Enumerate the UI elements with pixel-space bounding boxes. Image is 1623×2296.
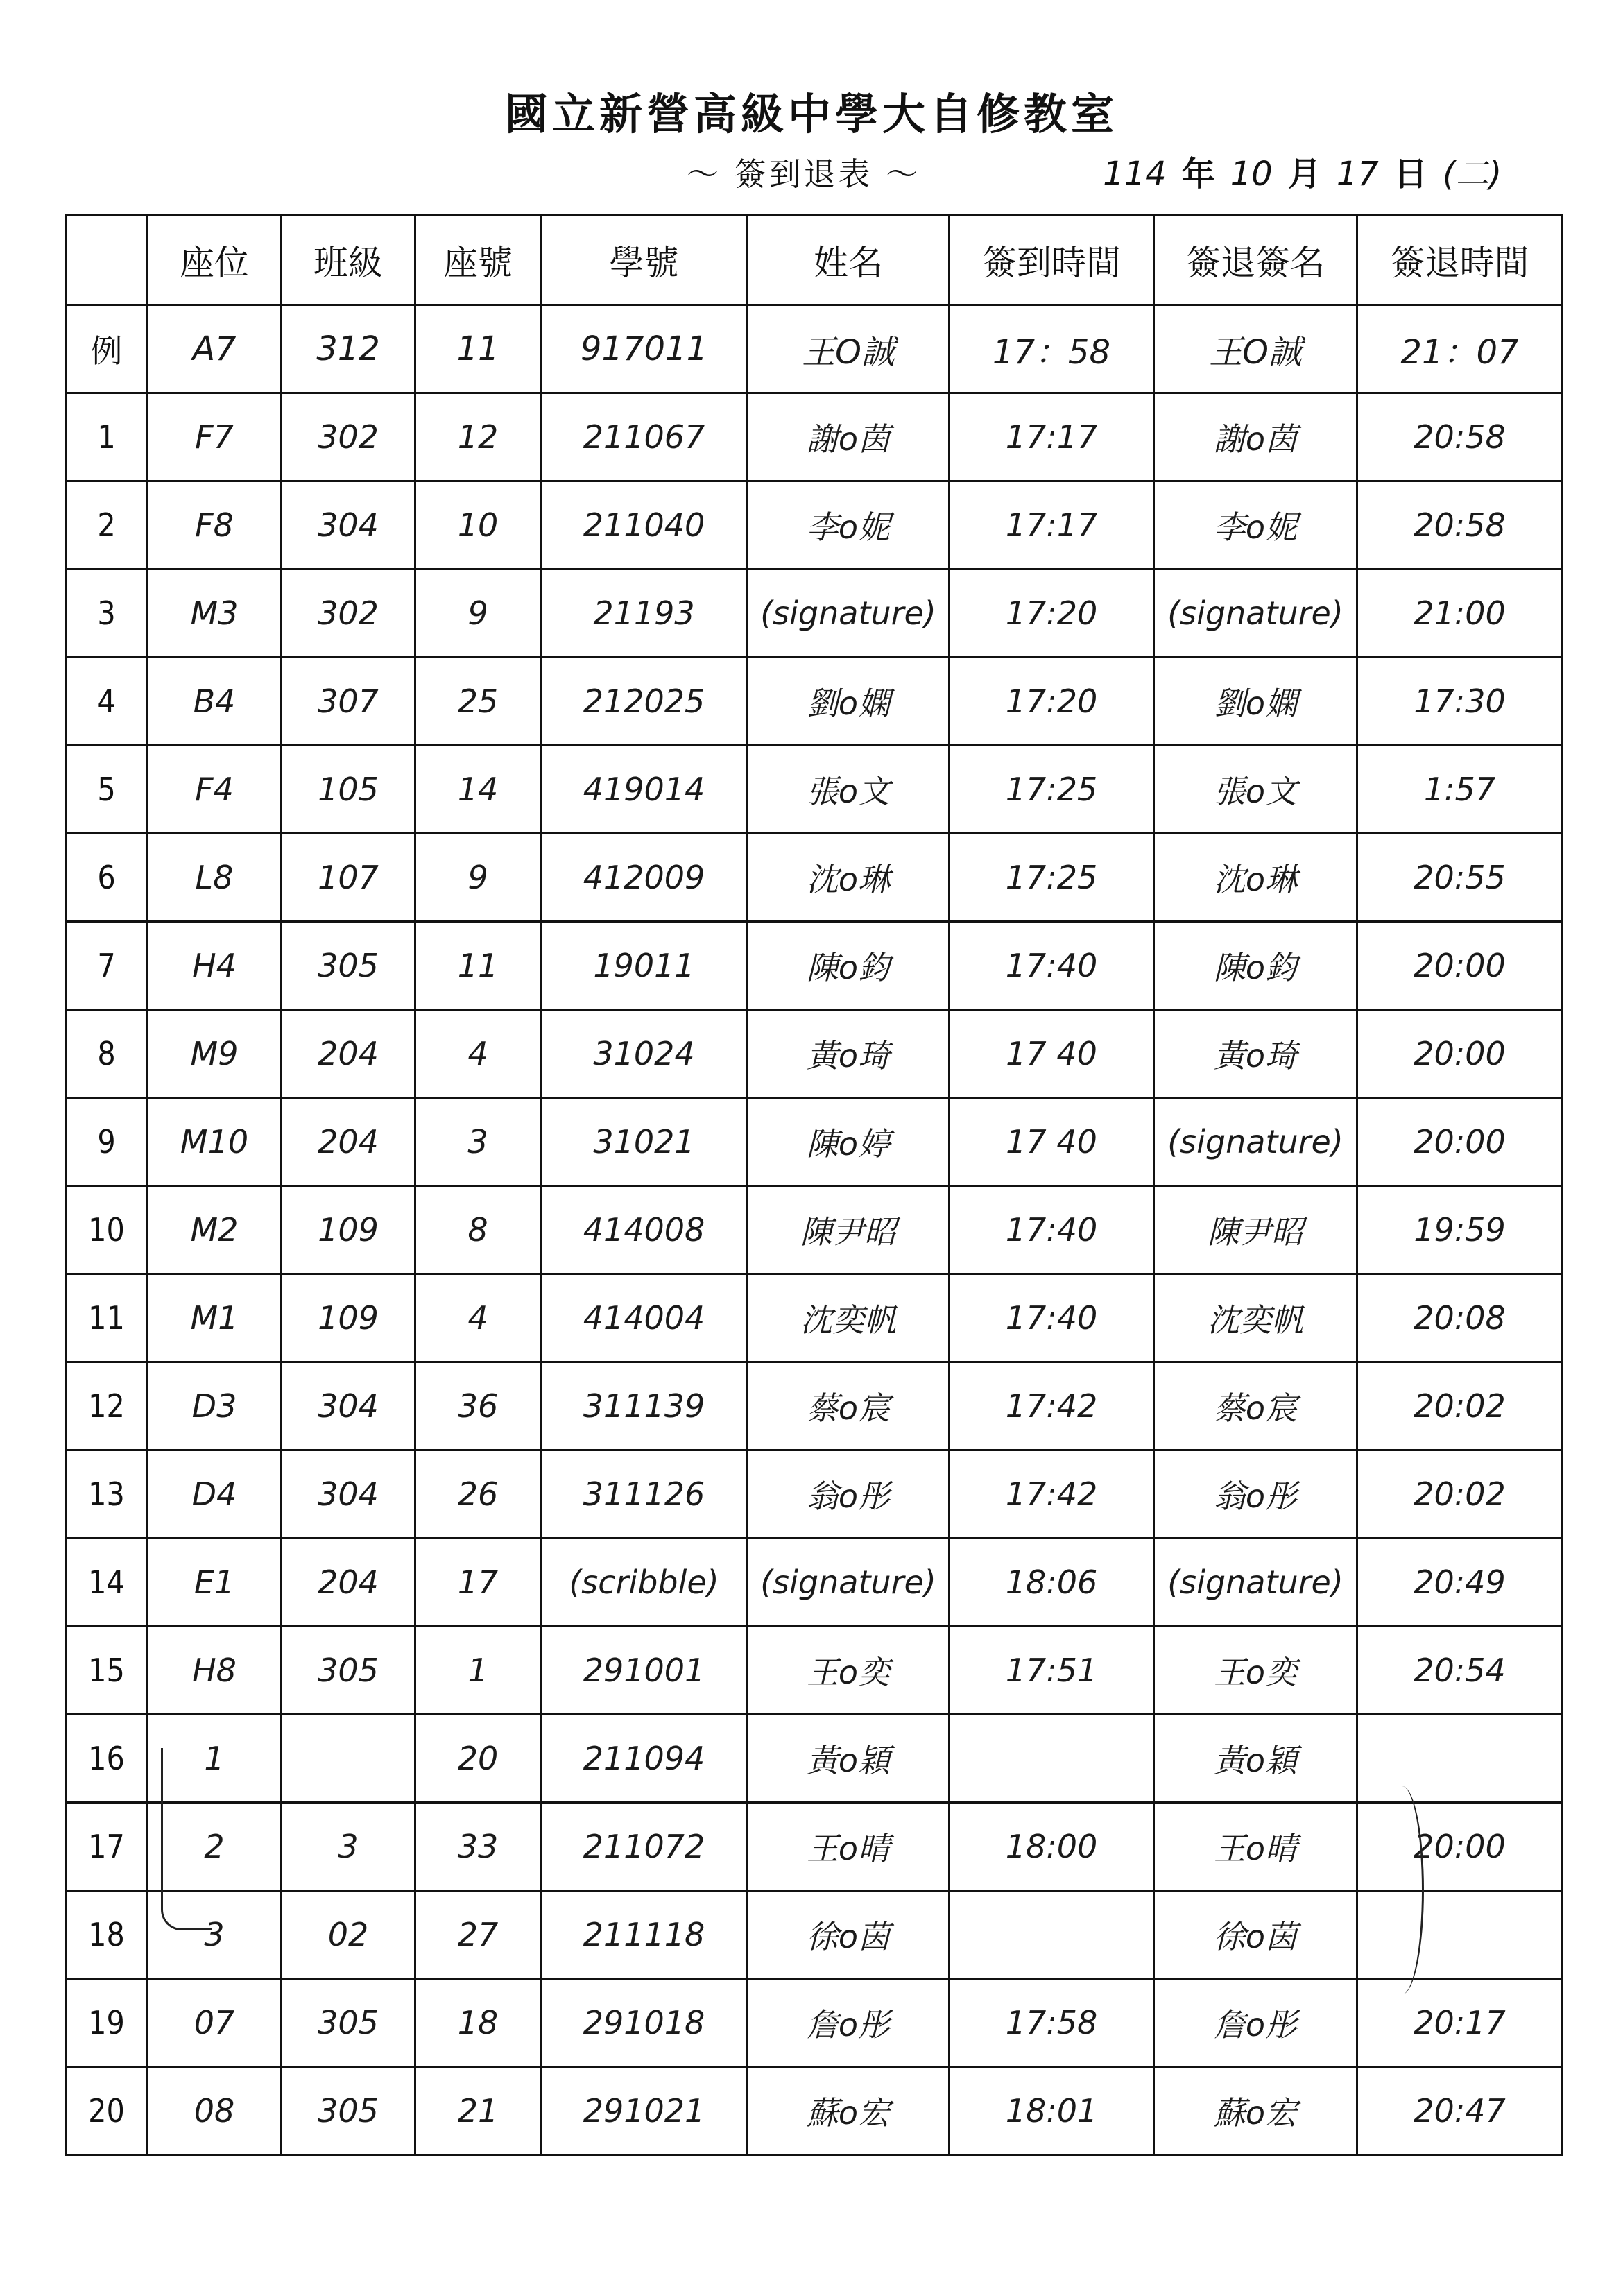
seat-number-cell: 11	[415, 922, 541, 1010]
row-index: 6	[66, 834, 148, 922]
name-cell: 沈奕帆	[748, 1274, 950, 1362]
seat-number-cell: 9	[415, 569, 541, 658]
checkin-time-cell: 17:40	[950, 922, 1154, 1010]
seat-number-cell: 11	[415, 305, 541, 393]
class-cell: 305	[282, 2067, 415, 2155]
checkout-time-cell: 20:02	[1357, 1450, 1563, 1539]
seat-cell: D3	[148, 1362, 282, 1450]
name-cell: 黃o穎	[748, 1715, 950, 1803]
checkin-time-cell: 17:40	[950, 1274, 1154, 1362]
row-index: 15	[66, 1627, 148, 1715]
checkout-time-cell: 20:47	[1357, 2067, 1563, 2155]
class-cell: 304	[282, 1362, 415, 1450]
date-day-label: 日	[1393, 155, 1427, 194]
name-cell: 王O誠	[748, 305, 950, 393]
student-id-cell: 211072	[541, 1803, 748, 1891]
table-row	[66, 1274, 1563, 1362]
class-cell: 204	[282, 1098, 415, 1186]
checkout-time-cell: 20:08	[1357, 1274, 1563, 1362]
class-cell: 02	[282, 1891, 415, 1979]
student-id-cell: 414008	[541, 1186, 748, 1274]
checkout-time-cell: 17:30	[1357, 658, 1563, 746]
checkout-signature-cell: (signature)	[1154, 1098, 1357, 1186]
header-name: 姓名	[748, 215, 950, 305]
seat-number-cell: 25	[415, 658, 541, 746]
checkout-signature-cell: 黃o穎	[1154, 1715, 1357, 1803]
checkout-time-cell: 21：07	[1357, 305, 1563, 393]
seat-number-cell: 36	[415, 1362, 541, 1450]
seat-cell: H4	[148, 922, 282, 1010]
table-row	[66, 1186, 1563, 1274]
student-id-cell: 31021	[541, 1098, 748, 1186]
class-cell: 304	[282, 481, 415, 569]
checkin-time-cell	[950, 1891, 1154, 1979]
checkin-time-cell: 17 40	[950, 1010, 1154, 1098]
class-cell: 109	[282, 1186, 415, 1274]
checkout-signature-cell: 張o文	[1154, 746, 1357, 834]
seat-cell: M2	[148, 1186, 282, 1274]
seat-number-cell: 27	[415, 1891, 541, 1979]
seat-number-cell: 26	[415, 1450, 541, 1539]
checkin-time-cell: 17 40	[950, 1098, 1154, 1186]
seat-cell: M1	[148, 1274, 282, 1362]
row-index: 16	[66, 1715, 148, 1803]
checkout-time-cell: 20:54	[1357, 1627, 1563, 1715]
checkin-time-cell: 17：58	[950, 305, 1154, 393]
class-cell: 204	[282, 1539, 415, 1627]
name-cell: 陳o鈞	[748, 922, 950, 1010]
row-index: 17	[66, 1803, 148, 1891]
checkout-time-cell: 19:59	[1357, 1186, 1563, 1274]
row-index: 20	[66, 2067, 148, 2155]
seat-cell: 3	[148, 1891, 282, 1979]
seat-number-cell: 12	[415, 393, 541, 481]
checkout-signature-cell: 劉o嫻	[1154, 658, 1357, 746]
class-cell: 107	[282, 834, 415, 922]
name-cell: 詹o彤	[748, 1979, 950, 2067]
name-cell: (signature)	[748, 1539, 950, 1627]
checkin-time-cell: 17:25	[950, 834, 1154, 922]
seat-cell: D4	[148, 1450, 282, 1539]
checkout-signature-cell: 翁o彤	[1154, 1450, 1357, 1539]
checkout-signature-cell: 王o奕	[1154, 1627, 1357, 1715]
checkin-time-cell: 18:06	[950, 1539, 1154, 1627]
checkout-time-cell: 20:17	[1357, 1979, 1563, 2067]
seat-number-cell: 18	[415, 1979, 541, 2067]
name-cell: 張o文	[748, 746, 950, 834]
row-index: 14	[66, 1539, 148, 1627]
class-cell: 305	[282, 922, 415, 1010]
checkout-signature-cell: 蔡o宸	[1154, 1362, 1357, 1450]
class-cell: 302	[282, 569, 415, 658]
example-label: 例	[66, 305, 148, 393]
header-student-id: 學號	[541, 215, 748, 305]
table-row	[66, 746, 1563, 834]
student-id-cell: 211094	[541, 1715, 748, 1803]
student-id-cell: 311139	[541, 1362, 748, 1450]
row-index: 8	[66, 1010, 148, 1098]
date-month-label: 月	[1287, 155, 1321, 194]
seat-cell: M10	[148, 1098, 282, 1186]
seat-cell: 07	[148, 1979, 282, 2067]
name-cell: 李o妮	[748, 481, 950, 569]
checkout-time-cell: 20:55	[1357, 834, 1563, 922]
table-row	[66, 569, 1563, 658]
checkout-signature-cell: 王o晴	[1154, 1803, 1357, 1891]
class-cell: 302	[282, 393, 415, 481]
table-row	[66, 1098, 1563, 1186]
checkout-signature-cell: 李o妮	[1154, 481, 1357, 569]
checkin-time-cell: 17:20	[950, 658, 1154, 746]
checkout-signature-cell: 沈奕帆	[1154, 1274, 1357, 1362]
row-index: 2	[66, 481, 148, 569]
seat-number-cell: 4	[415, 1010, 541, 1098]
student-id-cell: 19011	[541, 922, 748, 1010]
seat-cell: 08	[148, 2067, 282, 2155]
student-id-cell: 211118	[541, 1891, 748, 1979]
seat-number-cell: 9	[415, 834, 541, 922]
checkin-time-cell: 17:58	[950, 1979, 1154, 2067]
table-row	[66, 922, 1563, 1010]
seat-number-cell: 20	[415, 1715, 541, 1803]
checkout-signature-cell: 詹o彤	[1154, 1979, 1357, 2067]
table-row	[66, 1627, 1563, 1715]
seat-number-cell: 10	[415, 481, 541, 569]
seat-number-cell: 1	[415, 1627, 541, 1715]
row-index: 13	[66, 1450, 148, 1539]
row-index: 3	[66, 569, 148, 658]
checkout-time-cell: 21:00	[1357, 569, 1563, 658]
student-id-cell: 212025	[541, 658, 748, 746]
row-index: 10	[66, 1186, 148, 1274]
table-row	[66, 481, 1563, 569]
row-index: 19	[66, 1979, 148, 2067]
name-cell: 蔡o宸	[748, 1362, 950, 1450]
table-row	[66, 834, 1563, 922]
row-index: 7	[66, 922, 148, 1010]
seat-cell: B4	[148, 658, 282, 746]
checkin-time-cell: 17:42	[950, 1450, 1154, 1539]
checkin-time-cell: 17:40	[950, 1186, 1154, 1274]
checkout-signature-cell: 沈o琳	[1154, 834, 1357, 922]
name-cell: 陳o婷	[748, 1098, 950, 1186]
seat-cell: L8	[148, 834, 282, 922]
checkout-time-cell: 20:00	[1357, 922, 1563, 1010]
student-id-cell: 291018	[541, 1979, 748, 2067]
student-id-cell: 291021	[541, 2067, 748, 2155]
checkout-signature-cell: 謝o茵	[1154, 393, 1357, 481]
checkout-time-cell: 20:58	[1357, 393, 1563, 481]
checkout-time-cell: 20:00	[1357, 1010, 1563, 1098]
student-id-cell: 21193	[541, 569, 748, 658]
checkin-time-cell: 17:17	[950, 481, 1154, 569]
example-row	[66, 305, 1563, 393]
student-id-cell: 917011	[541, 305, 748, 393]
name-cell: 王o晴	[748, 1803, 950, 1891]
checkin-time-cell: 18:01	[950, 2067, 1154, 2155]
class-cell: 3	[282, 1803, 415, 1891]
table-header-row	[66, 215, 1563, 305]
student-id-cell: 31024	[541, 1010, 748, 1098]
seat-cell: E1	[148, 1539, 282, 1627]
checkin-time-cell: 17:17	[950, 393, 1154, 481]
seat-cell: F4	[148, 746, 282, 834]
checkout-signature-cell: 徐o茵	[1154, 1891, 1357, 1979]
checkin-time-cell: 18:00	[950, 1803, 1154, 1891]
student-id-cell: 291001	[541, 1627, 748, 1715]
student-id-cell: 211067	[541, 393, 748, 481]
seat-number-cell: 14	[415, 746, 541, 834]
header-class: 班級	[282, 215, 415, 305]
seat-cell: M3	[148, 569, 282, 658]
checkout-signature-cell: (signature)	[1154, 1539, 1357, 1627]
table-row	[66, 1010, 1563, 1098]
date-line	[1103, 147, 1502, 195]
seat-cell: H8	[148, 1627, 282, 1715]
date-day: 17	[1336, 155, 1379, 194]
seat-cell: A7	[148, 305, 282, 393]
row-index: 12	[66, 1362, 148, 1450]
table-row	[66, 1362, 1563, 1450]
header-seat: 座位	[148, 215, 282, 305]
class-cell: 305	[282, 1627, 415, 1715]
row-index: 1	[66, 393, 148, 481]
date-year: 114	[1103, 155, 1167, 194]
sign-in-out-table	[65, 214, 1563, 2156]
checkin-time-cell	[950, 1715, 1154, 1803]
seat-cell: F7	[148, 393, 282, 481]
table-row	[66, 393, 1563, 481]
seat-number-cell: 8	[415, 1186, 541, 1274]
checkout-signature-cell: 王O誠	[1154, 305, 1357, 393]
table-row	[66, 1803, 1563, 1891]
table-row	[66, 1450, 1563, 1539]
table-row	[66, 658, 1563, 746]
student-id-cell: 211040	[541, 481, 748, 569]
class-cell	[282, 1715, 415, 1803]
checkin-time-cell: 17:51	[950, 1627, 1154, 1715]
grouping-bracket-seat	[161, 1748, 212, 1930]
seat-cell: 1	[148, 1715, 282, 1803]
checkout-time-cell: 20:00	[1357, 1803, 1563, 1891]
checkout-time-cell: 20:58	[1357, 481, 1563, 569]
row-index: 5	[66, 746, 148, 834]
checkout-time-cell: 20:02	[1357, 1362, 1563, 1450]
row-index: 11	[66, 1274, 148, 1362]
seat-cell: 2	[148, 1803, 282, 1891]
checkin-time-cell: 17:25	[950, 746, 1154, 834]
student-id-cell: (scribble)	[541, 1539, 748, 1627]
row-index: 4	[66, 658, 148, 746]
student-id-cell: 311126	[541, 1450, 748, 1539]
header-index	[66, 215, 148, 305]
student-id-cell: 412009	[541, 834, 748, 922]
header-checkin-time: 簽到時間	[950, 215, 1154, 305]
name-cell: 王o奕	[748, 1627, 950, 1715]
header-seat-number: 座號	[415, 215, 541, 305]
table-row	[66, 2067, 1563, 2155]
document-title: 國立新營高級中學大自修教室	[504, 89, 1118, 139]
table-row	[66, 1715, 1563, 1803]
name-cell: 劉o嫻	[748, 658, 950, 746]
checkout-signature-cell: 陳o鈞	[1154, 922, 1357, 1010]
seat-cell: M9	[148, 1010, 282, 1098]
table-row	[66, 1979, 1563, 2067]
seat-number-cell: 21	[415, 2067, 541, 2155]
checkout-signature-cell: 陳尹昭	[1154, 1186, 1357, 1274]
class-cell: 204	[282, 1010, 415, 1098]
name-cell: 沈o琳	[748, 834, 950, 922]
grouping-bracket-checkout	[1380, 1786, 1424, 1994]
row-index: 9	[66, 1098, 148, 1186]
checkin-time-cell: 17:42	[950, 1362, 1154, 1450]
name-cell: 謝o茵	[748, 393, 950, 481]
seat-number-cell: 3	[415, 1098, 541, 1186]
name-cell: (signature)	[748, 569, 950, 658]
seat-number-cell: 4	[415, 1274, 541, 1362]
class-cell: 307	[282, 658, 415, 746]
class-cell: 105	[282, 746, 415, 834]
checkout-time-cell: 20:00	[1357, 1098, 1563, 1186]
student-id-cell: 414004	[541, 1274, 748, 1362]
checkout-signature-cell: 黃o琦	[1154, 1010, 1357, 1098]
name-cell: 翁o彤	[748, 1450, 950, 1539]
document-subtitle: ～ 簽到退表 ～	[687, 155, 921, 193]
class-cell: 109	[282, 1274, 415, 1362]
checkin-time-cell: 17:20	[950, 569, 1154, 658]
class-cell: 305	[282, 1979, 415, 2067]
header-checkout-time: 簽退時間	[1357, 215, 1563, 305]
date-weekday: (二)	[1442, 155, 1502, 194]
class-cell: 312	[282, 305, 415, 393]
name-cell: 蘇o宏	[748, 2067, 950, 2155]
name-cell: 徐o茵	[748, 1891, 950, 1979]
checkout-time-cell: 1:57	[1357, 746, 1563, 834]
row-index: 18	[66, 1891, 148, 1979]
student-id-cell: 419014	[541, 746, 748, 834]
date-year-label: 年	[1181, 155, 1215, 194]
table-row	[66, 1539, 1563, 1627]
name-cell: 陳尹昭	[748, 1186, 950, 1274]
table-row	[66, 1891, 1563, 1979]
class-cell: 304	[282, 1450, 415, 1539]
date-month: 10	[1230, 155, 1273, 194]
seat-number-cell: 33	[415, 1803, 541, 1891]
header-checkout-signature: 簽退簽名	[1154, 215, 1357, 305]
name-cell: 黃o琦	[748, 1010, 950, 1098]
checkout-signature-cell: 蘇o宏	[1154, 2067, 1357, 2155]
seat-number-cell: 17	[415, 1539, 541, 1627]
checkout-time-cell: 20:49	[1357, 1539, 1563, 1627]
checkout-signature-cell: (signature)	[1154, 569, 1357, 658]
seat-cell: F8	[148, 481, 282, 569]
